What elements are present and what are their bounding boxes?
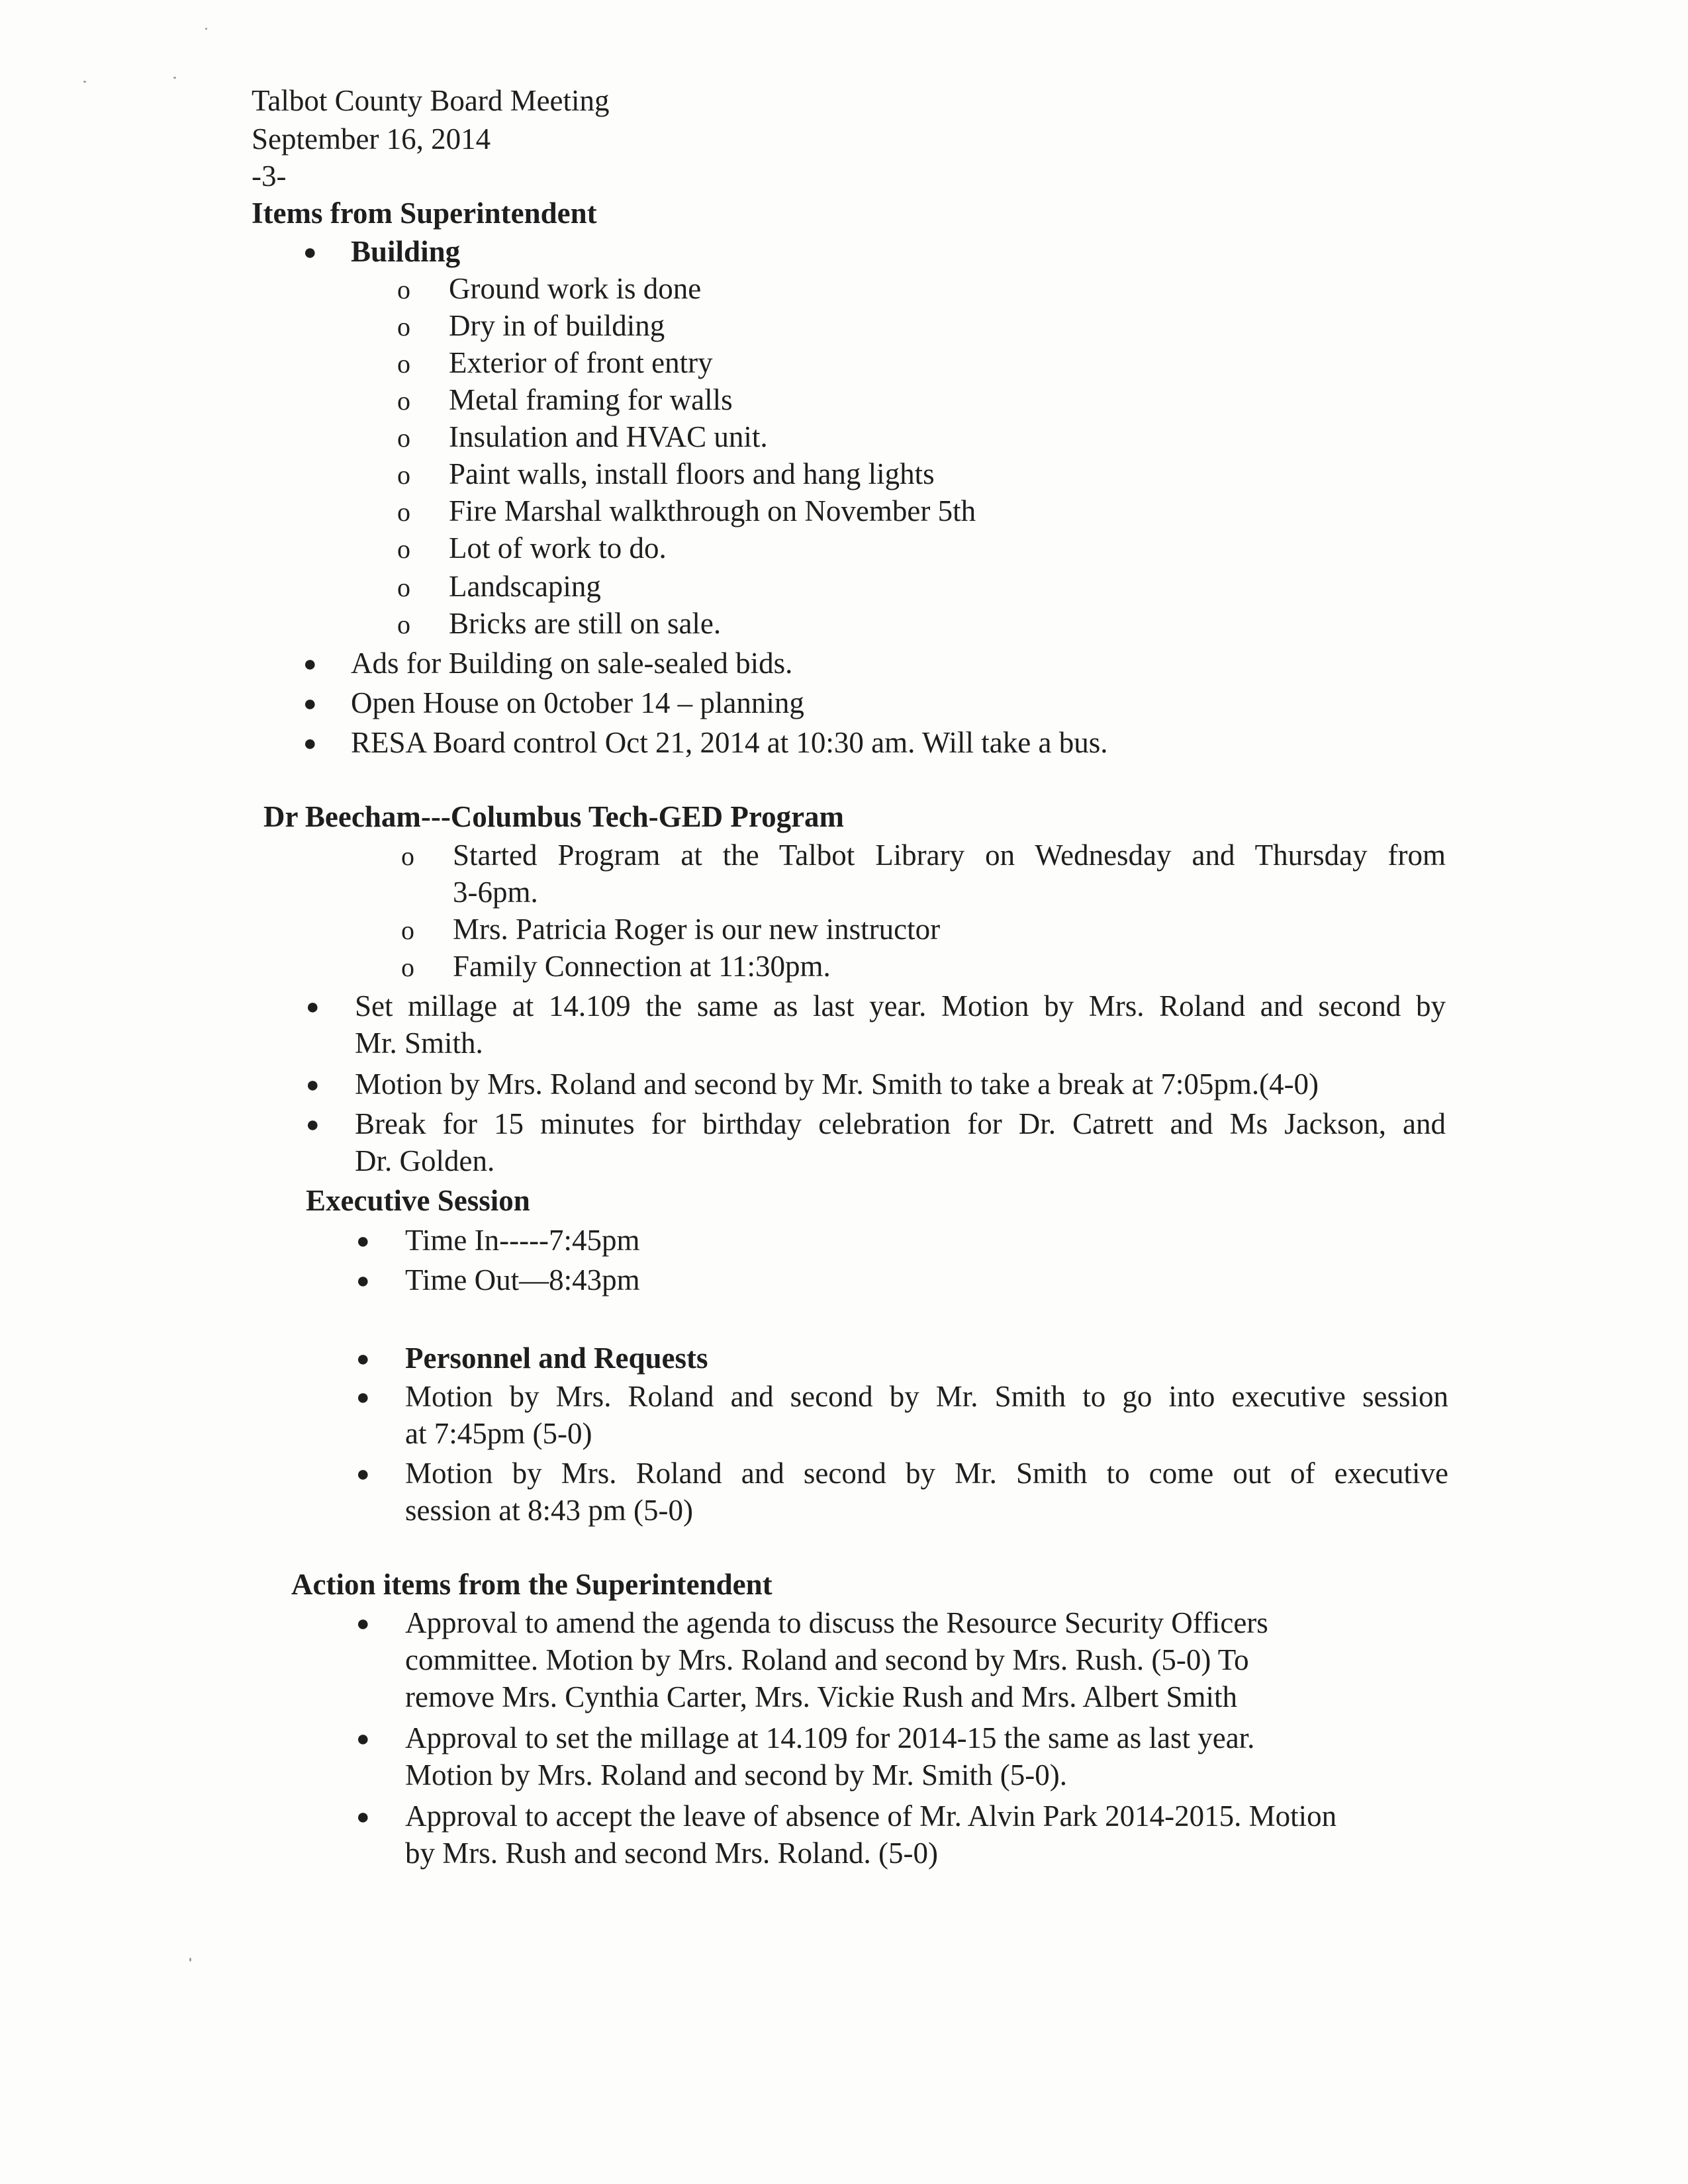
action-item-continued: by Mrs. Rush and second Mrs. Roland. (5-0)	[405, 1837, 938, 1870]
building-item: Ground work is done	[449, 272, 702, 305]
superintendent-item: Open House on 0ctober 14 – planning	[351, 686, 804, 719]
executive-motion: Motion by Mrs. Roland and second by Mr. Smith to come out of executive	[405, 1457, 1448, 1490]
section-heading-superintendent: Items from Superintendent	[252, 197, 597, 230]
section-heading-ged: Dr Beecham---Columbus Tech-GED Program	[263, 800, 845, 833]
superintendent-item: RESA Board control Oct 21, 2014 at 10:30 am. Will take a bus.	[351, 726, 1108, 759]
bullet-icon: ●	[356, 1727, 370, 1751]
action-item: Approval to amend the agenda to discuss the Resource Security Officers	[405, 1606, 1268, 1639]
circle-bullet-icon: o	[397, 460, 410, 490]
ged-sub-item-continued: 3-6pm.	[453, 876, 538, 909]
action-item-continued: remove Mrs. Cynthia Carter, Mrs. Vickie Rush and Mrs. Albert Smith	[405, 1680, 1238, 1713]
bullet-icon: ●	[303, 652, 317, 676]
building-item: Bricks are still on sale.	[449, 607, 722, 640]
bullet-icon: ●	[356, 1462, 370, 1486]
circle-bullet-icon: o	[397, 572, 410, 602]
superintendent-item: Ads for Building on sale-sealed bids.	[351, 647, 793, 680]
bullet-icon: ●	[356, 1269, 370, 1293]
building-item: Metal framing for walls	[449, 383, 733, 416]
scan-speck	[83, 81, 86, 83]
building-item: Dry in of building	[449, 309, 665, 342]
circle-bullet-icon: o	[401, 841, 414, 871]
action-item: Approval to accept the leave of absence of Mr. Alvin Park 2014-2015. Motion	[405, 1799, 1337, 1833]
bullet-icon: ●	[303, 731, 317, 756]
time-out: Time Out—8:43pm	[405, 1263, 640, 1297]
building-item: Exterior of front entry	[449, 346, 713, 379]
circle-bullet-icon: o	[397, 275, 410, 304]
ged-item-continued: Dr. Golden.	[355, 1144, 495, 1177]
circle-bullet-icon: o	[397, 386, 410, 416]
bullet-icon: ●	[306, 1073, 320, 1097]
bullet-icon: ●	[356, 1612, 370, 1636]
section-heading-executive: Executive Session	[306, 1184, 530, 1217]
circle-bullet-icon: o	[397, 610, 410, 639]
header-date: September 16, 2014	[252, 122, 491, 156]
bullet-icon: ●	[356, 1805, 370, 1829]
bullet-icon: ●	[303, 692, 317, 716]
scan-speck	[189, 1958, 191, 1962]
circle-bullet-icon: o	[397, 423, 410, 453]
building-label: Building	[351, 235, 461, 268]
circle-bullet-icon: o	[397, 349, 410, 379]
page-number: -3-	[252, 159, 287, 193]
bullet-icon: ●	[306, 1113, 320, 1137]
ged-item: Set millage at 14.109 the same as last year. Motion by Mrs. Roland and second by	[355, 989, 1446, 1023]
ged-sub-item: Mrs. Patricia Roger is our new instructor	[453, 913, 941, 946]
scan-speck	[173, 77, 176, 79]
action-item-continued: committee. Motion by Mrs. Roland and second by Mrs. Rush. (5-0) To	[405, 1643, 1249, 1676]
ged-sub-item: Started Program at the Talbot Library on Wednesday and Thursday from	[453, 839, 1446, 872]
action-item-continued: Motion by Mrs. Roland and second by Mr. Smith (5-0).	[405, 1758, 1067, 1792]
section-heading-action: Action items from the Superintendent	[291, 1568, 773, 1601]
bullet-icon: ●	[303, 240, 317, 265]
header-org: Talbot County Board Meeting	[252, 84, 610, 117]
bullet-icon: ●	[356, 1347, 370, 1371]
ged-item: Break for 15 minutes for birthday celebration for Dr. Catrett and Ms Jackson, and	[355, 1107, 1446, 1140]
time-in: Time In-----7:45pm	[405, 1224, 640, 1257]
circle-bullet-icon: o	[401, 915, 414, 945]
executive-motion-continued: session at 8:43 pm (5-0)	[405, 1494, 693, 1527]
ged-item-continued: Mr. Smith.	[355, 1026, 483, 1060]
executive-motion-continued: at 7:45pm (5-0)	[405, 1417, 592, 1450]
bullet-icon: ●	[356, 1385, 370, 1410]
bullet-icon: ●	[306, 995, 320, 1019]
circle-bullet-icon: o	[397, 497, 410, 527]
ged-item: Motion by Mrs. Roland and second by Mr. Smith to take a break at 7:05pm.(4-0)	[355, 1068, 1319, 1101]
building-item: Paint walls, install floors and hang lights	[449, 457, 935, 490]
circle-bullet-icon: o	[401, 952, 414, 982]
building-item: Lot of work to do.	[449, 531, 667, 565]
circle-bullet-icon: o	[397, 312, 410, 341]
personnel-heading: Personnel and Requests	[405, 1342, 708, 1375]
bullet-icon: ●	[356, 1229, 370, 1253]
building-item: Insulation and HVAC unit.	[449, 420, 768, 453]
action-item: Approval to set the millage at 14.109 for 2014-15 the same as last year.	[405, 1721, 1255, 1754]
building-item: Fire Marshal walkthrough on November 5th	[449, 494, 976, 527]
scan-speck	[205, 28, 207, 30]
building-item: Landscaping	[449, 570, 601, 603]
ged-sub-item: Family Connection at 11:30pm.	[453, 950, 831, 983]
executive-motion: Motion by Mrs. Roland and second by Mr. Smith to go into executive session	[405, 1380, 1448, 1413]
circle-bullet-icon: o	[397, 534, 410, 564]
